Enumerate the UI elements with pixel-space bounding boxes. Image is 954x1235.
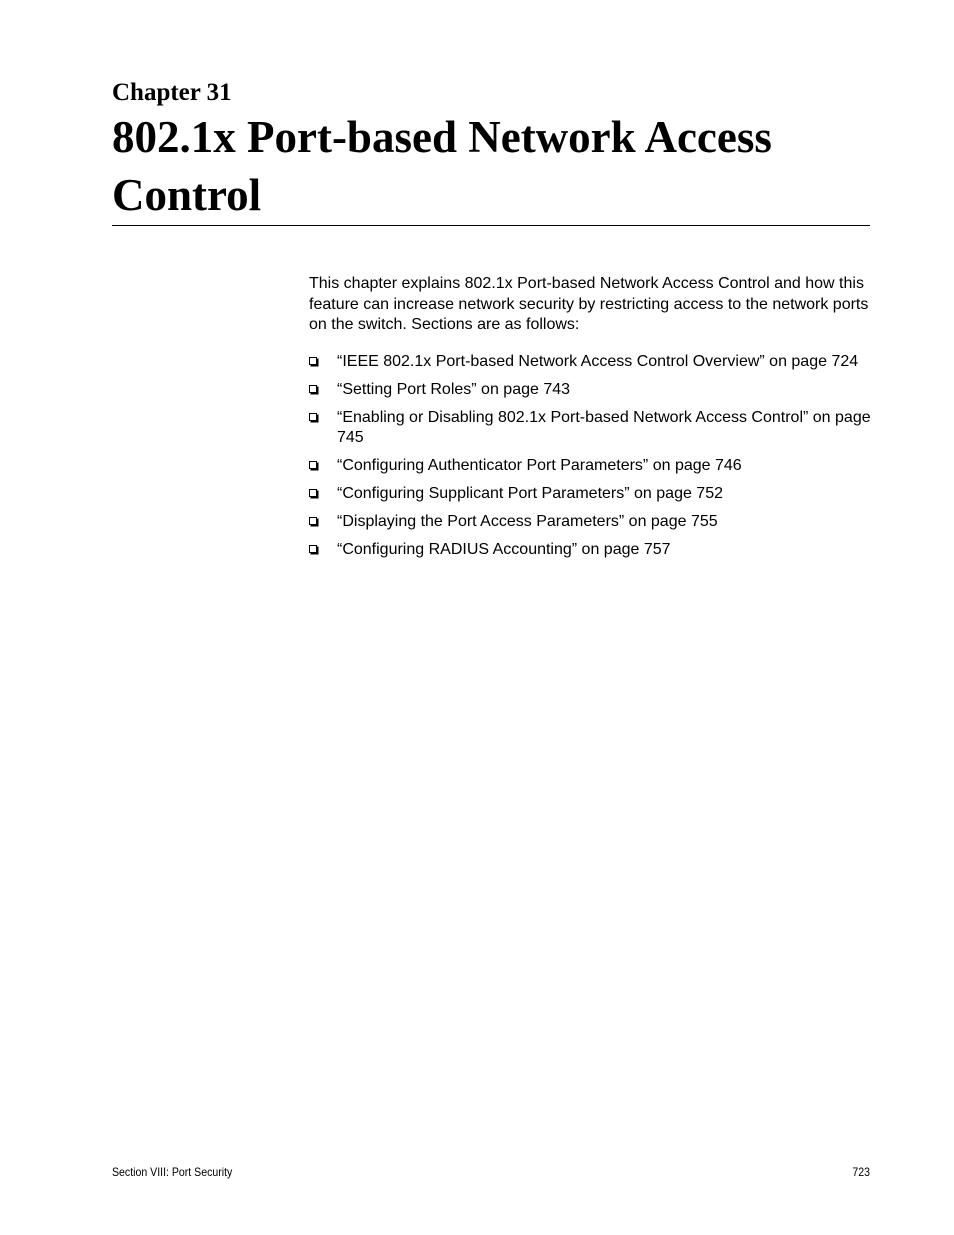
chapter-content: [309, 274, 874, 568]
section-link[interactable]: “Configuring RADIUS Accounting” on page 757: [337, 541, 671, 558]
list-item[interactable]: [309, 456, 874, 477]
list-item[interactable]: [309, 540, 874, 561]
list-item[interactable]: [309, 380, 874, 401]
checkbox-bullet-icon: [309, 357, 317, 365]
section-link[interactable]: “Enabling or Disabling 802.1x Port-based Network Access Control” on page 745: [337, 408, 871, 446]
section-link[interactable]: “Configuring Supplicant Port Parameters” on page 752: [337, 485, 723, 502]
section-link[interactable]: “Configuring Authenticator Port Parameters” on page 746: [337, 457, 742, 474]
footer-section-name: Section VIII: Port Security: [112, 1165, 233, 1179]
list-item[interactable]: [309, 484, 874, 505]
checkbox-bullet-icon: [309, 461, 317, 469]
title-divider: [112, 225, 870, 226]
checkbox-bullet-icon: [309, 413, 317, 421]
list-item[interactable]: [309, 512, 874, 533]
section-list: [309, 352, 874, 561]
page-title: 802.1x Port-based Network Access Control: [112, 112, 772, 220]
checkbox-bullet-icon: [309, 517, 317, 525]
checkbox-bullet-icon: [309, 385, 317, 393]
intro-paragraph: This chapter explains 802.1x Port-based Network Access Control and how this feature can increase network security by restricting access to the network ports on the switch. Sections are as follows:: [309, 275, 869, 333]
section-link[interactable]: “Setting Port Roles” on page 743: [337, 380, 571, 398]
section-link[interactable]: “IEEE 802.1x Port-based Network Access Control Overview” on page 724: [337, 352, 859, 370]
footer-page-number: 723: [852, 1165, 870, 1179]
checkbox-bullet-icon: [309, 489, 317, 497]
list-item[interactable]: [309, 352, 874, 373]
section-link[interactable]: “Displaying the Port Access Parameters” on page 755: [337, 513, 718, 530]
list-item[interactable]: [309, 408, 874, 449]
checkbox-bullet-icon: [309, 545, 317, 553]
chapter-label: Chapter 31: [112, 79, 232, 106]
